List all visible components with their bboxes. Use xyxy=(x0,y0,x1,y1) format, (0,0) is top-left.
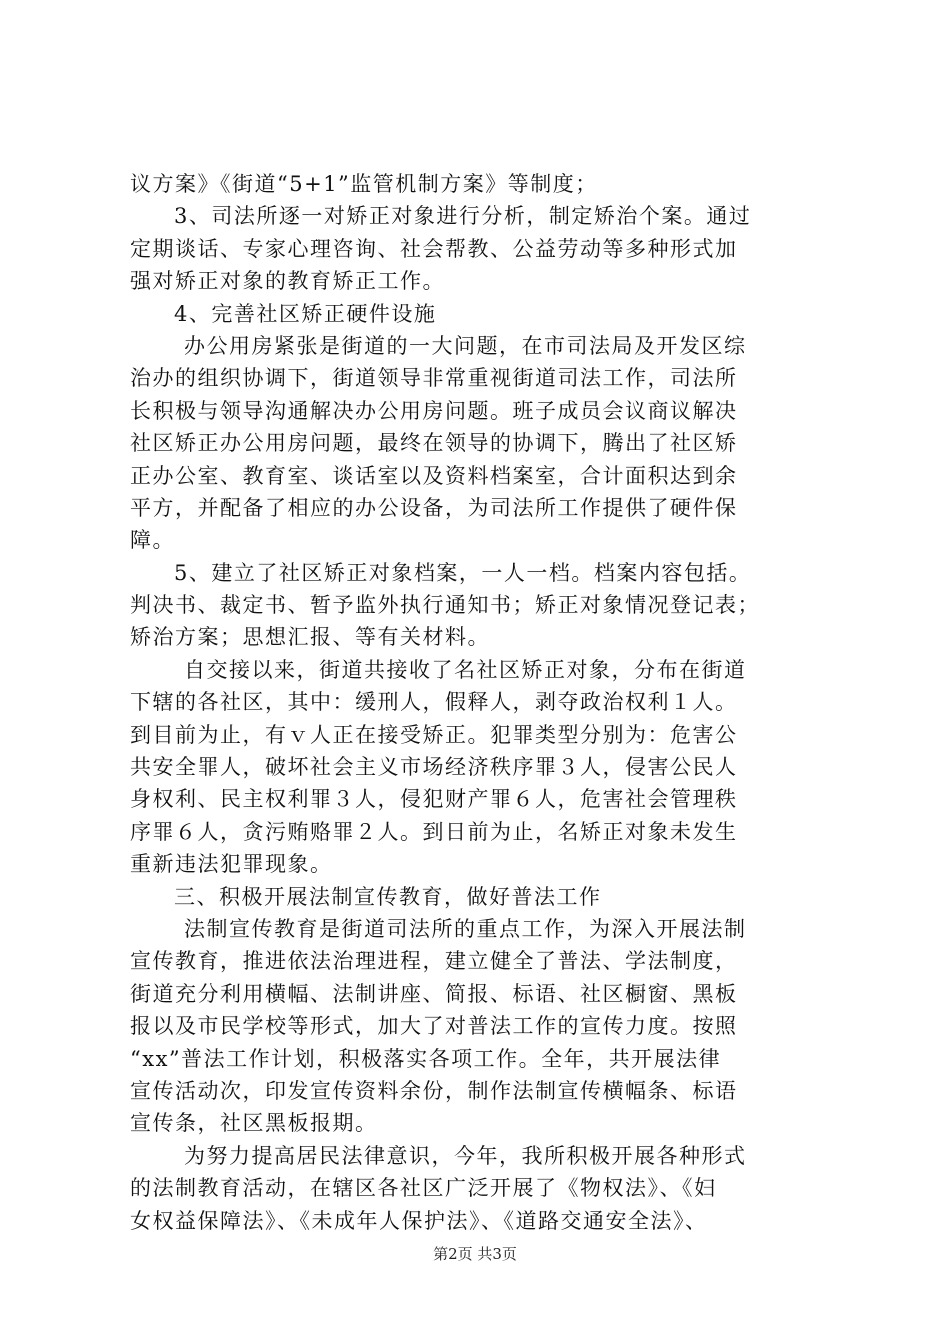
text-line: 重新违法犯罪现象。 xyxy=(130,852,333,877)
text-line: 街道充分利用横幅、法制讲座、简报、标语、社区橱窗、黑板 xyxy=(130,981,738,1006)
text-line: 3、司法所逐一对矫正对象进行分析，制定矫治个案。通过 xyxy=(174,204,752,229)
text-line: 报以及市民学校等形式，加大了对普法工作的宣传力度。按照 xyxy=(130,1014,738,1039)
text-line: 正办公室、教育室、谈话室以及资料档案室，合计面积达到余 xyxy=(130,463,738,488)
text-line: 议方案》《街道“5+1”监管机制方案》等制度； xyxy=(130,172,598,196)
text-line: 序罪６人，贪污贿赂罪２人。到日前为止，名矫正对象未发生 xyxy=(130,819,738,844)
text-line: 到目前为止，有ｖ人正在接受矫正。犯罪类型分别为：危害公 xyxy=(130,722,738,747)
text-line: 身权利、民主权利罪３人，侵犯财产罪６人，危害社会管理秩 xyxy=(130,787,738,812)
text-line: 矫治方案；思想汇报、等有关材料。 xyxy=(130,625,490,650)
text-line: 障。 xyxy=(130,528,175,553)
text-line: 办公用房紧张是街道的一大问题，在市司法局及开发区综 xyxy=(184,333,747,358)
text-line: 为努力提高居民法律意识，今年，我所积极开展各种形式 xyxy=(184,1143,747,1168)
text-line: 法制宣传教育是街道司法所的重点工作，为深入开展法制 xyxy=(184,916,747,941)
text-line: 自交接以来，街道共接收了名社区矫正对象，分布在街道 xyxy=(184,657,747,682)
text-line: 定期谈话、专家心理咨询、社会帮教、公益劳动等多种形式加 xyxy=(130,236,738,261)
text-line: 社区矫正办公用房问题，最终在领导的协调下，腾出了社区矫 xyxy=(130,431,738,456)
text-line: 4、完善社区矫正硬件设施 xyxy=(174,301,437,326)
text-line: 治办的组织协调下，街道领导非常重视街道司法工作，司法所 xyxy=(130,366,738,391)
text-line: 5、建立了社区矫正对象档案，一人一档。档案内容包括。 xyxy=(174,560,752,585)
text-line: 宣传条，社区黑板报期。 xyxy=(130,1111,378,1136)
text-line: 三、积极开展法制宣传教育，做好普法工作 xyxy=(174,884,602,909)
page-footer: 第2页 共3页 xyxy=(433,1245,517,1263)
text-line: 女权益保障法》、《未成年人保护法》、《道路交通安全法》、 xyxy=(130,1208,708,1233)
text-line: 下辖的各社区，其中：缓刑人，假释人，剥夺政治权利１人。 xyxy=(130,690,738,715)
text-line: 判决书、裁定书、暂予监外执行通知书；矫正对象情况登记表； xyxy=(130,593,760,618)
document-body xyxy=(130,168,830,1237)
text-line: 强对矫正对象的教育矫正工作。 xyxy=(130,269,445,294)
text-line: 宣传活动次，印发宣传资料余份，制作法制宣传横幅条、标语 xyxy=(130,1078,738,1103)
text-line: “xx”普法工作计划，积极落实各项工作。全年，共开展法律 xyxy=(130,1046,722,1071)
text-line: 平方，并配备了相应的办公设备，为司法所工作提供了硬件保 xyxy=(130,495,738,520)
text-line: 长积极与领导沟通解决办公用房问题。班子成员会议商议解决 xyxy=(130,398,738,423)
text-line: 宣传教育，推进依法治理进程，建立健全了普法、学法制度， xyxy=(130,949,738,974)
text-line: 共安全罪人，破坏社会主义市场经济秩序罪３人，侵害公民人 xyxy=(130,755,738,780)
text-line: 的法制教育活动，在辖区各社区广泛开展了《物权法》、《妇 xyxy=(130,1176,717,1201)
